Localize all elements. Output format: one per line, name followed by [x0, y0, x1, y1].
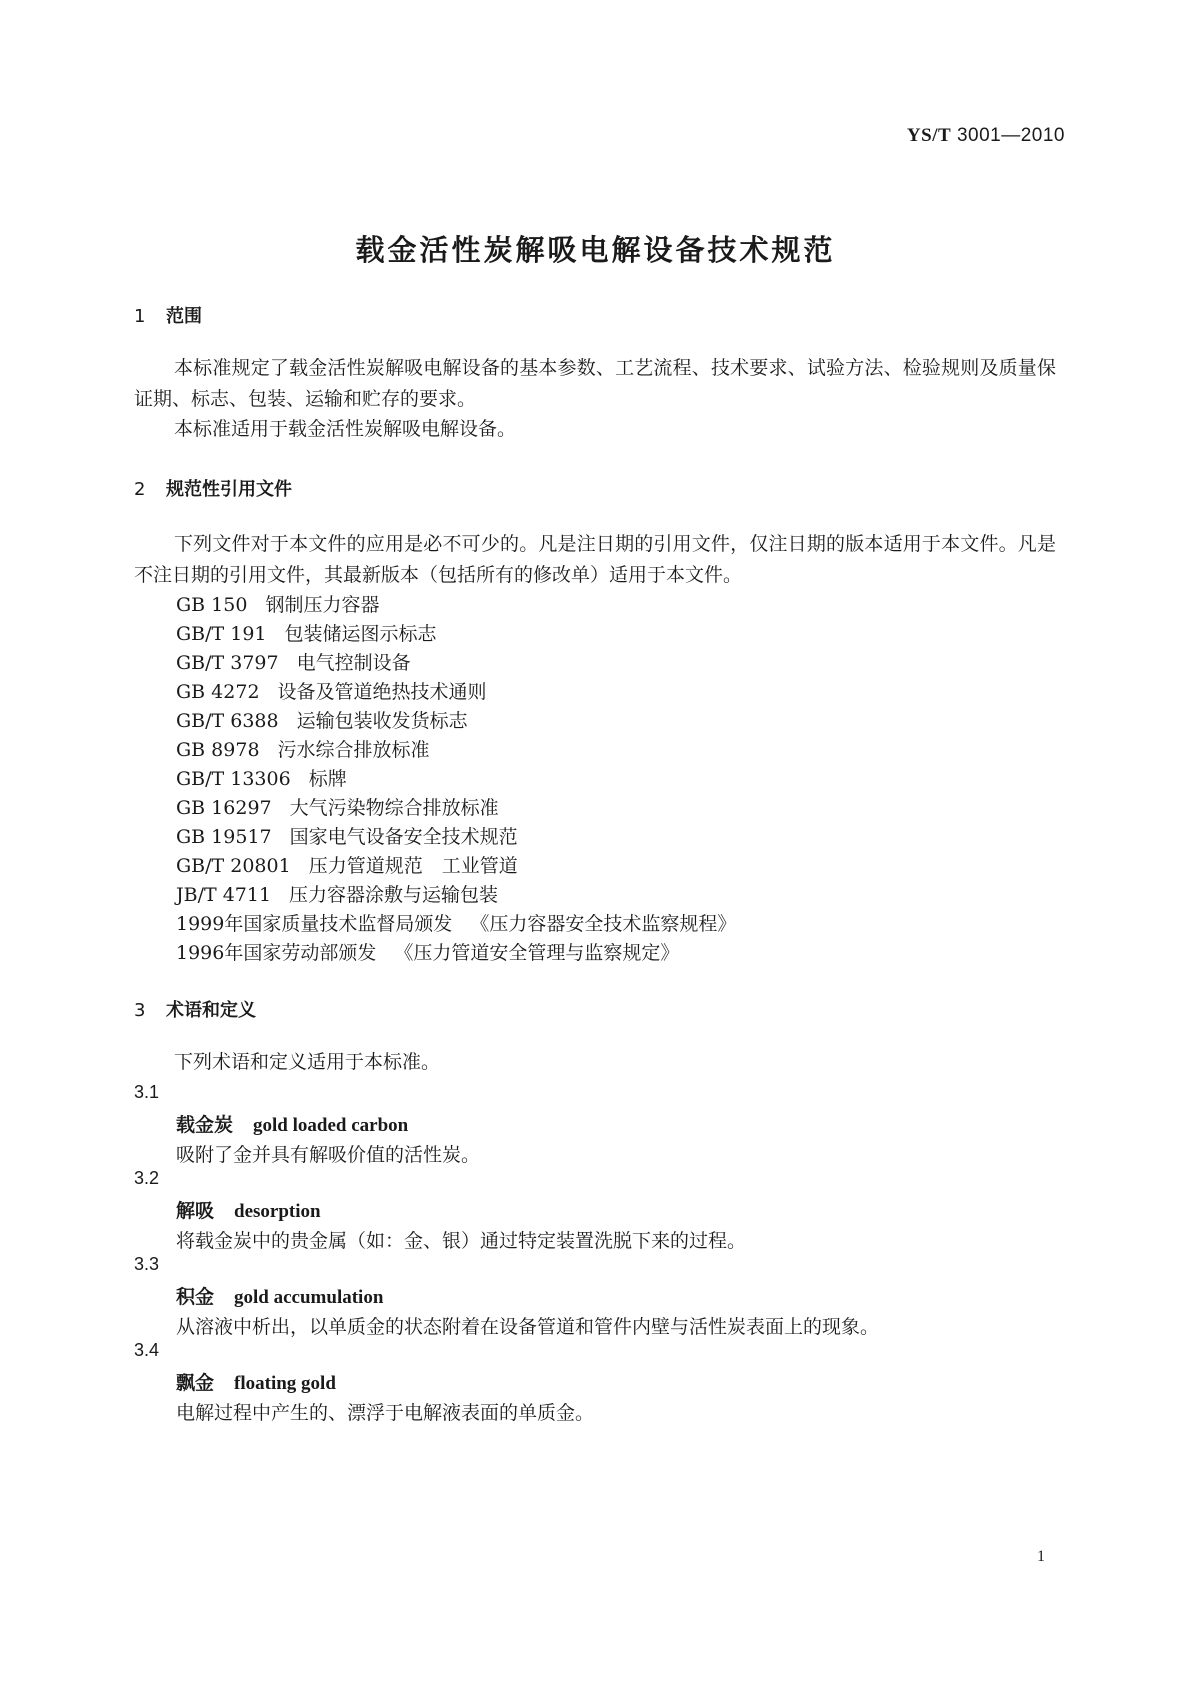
reference-item: [176, 764, 347, 791]
reference-code: GB/T 191: [176, 623, 267, 645]
reference-code: 1999年国家质量技术监督局颁发: [176, 913, 453, 935]
section-3-heading: [134, 996, 256, 1022]
reference-title: 《压力管道安全管理与监察规定》: [394, 942, 680, 964]
reference-item: [176, 938, 679, 965]
term-definition: 电解过程中产生的、漂浮于电解液表面的单质金。: [176, 1402, 595, 1424]
section-number: 1: [134, 306, 146, 327]
reference-title: 大气污染物综合排放标准: [289, 797, 499, 819]
reference-code: GB/T 13306: [176, 768, 291, 790]
page-number: 1: [1037, 1548, 1045, 1565]
reference-item: [176, 735, 430, 762]
reference-title: 包装储运图示标志: [284, 623, 437, 645]
reference-item: [176, 909, 736, 936]
term-definition: 吸附了金并具有解吸价值的活性炭。: [176, 1144, 481, 1166]
reference-title: 压力管道规范 工业管道: [308, 855, 518, 877]
term-heading: [176, 1282, 383, 1309]
standard-number: [907, 125, 1065, 147]
term-heading: [176, 1368, 336, 1395]
references-intro: 下列文件对于本文件的应用是必不可少的。凡是注日期的引用文件，仅注日期的版本适用于本文件。凡是不注日期的引用文件，其最新版本（包括所有的修改单）适用于本文件。: [134, 533, 1056, 586]
term-chinese: 积金: [176, 1286, 215, 1308]
reference-code: GB/T 3797: [176, 652, 279, 674]
term-heading: [176, 1196, 321, 1223]
reference-title: 压力容器涂敷与运输包装: [289, 884, 499, 906]
reference-title: 国家电气设备安全技术规范: [289, 826, 518, 848]
reference-item: [176, 590, 379, 617]
reference-title: 《压力容器安全技术监察规程》: [470, 913, 737, 935]
section-title: 术语和定义: [166, 1000, 256, 1021]
term-heading: [176, 1110, 408, 1137]
reference-title: 运输包装收发货标志: [296, 710, 468, 732]
reference-title: 钢制压力容器: [265, 594, 380, 616]
reference-code: 1996年国家劳动部颁发: [176, 942, 377, 964]
reference-title: 电气控制设备: [296, 652, 411, 674]
reference-item: [176, 793, 499, 820]
reference-title: 污水综合排放标准: [277, 739, 430, 761]
reference-code: GB/T 6388: [176, 710, 279, 732]
reference-item: [176, 648, 411, 675]
reference-code: GB 19517: [176, 826, 272, 848]
scope-applicability: 本标准适用于载金活性炭解吸电解设备。: [174, 418, 517, 440]
scope-paragraph: 本标准规定了载金活性炭解吸电解设备的基本参数、工艺流程、技术要求、试验方法、检验规则及质量保证期、标志、包装、运输和贮存的要求。: [134, 357, 1056, 410]
term-chinese: 载金炭: [176, 1114, 234, 1136]
reference-code: GB 16297: [176, 797, 272, 819]
standard-prefix: YS/T: [906, 125, 952, 146]
term-chinese: 解吸: [176, 1200, 215, 1222]
reference-title: 标牌: [308, 768, 347, 790]
standard-code: 3001—2010: [956, 125, 1065, 146]
term-number: 3.2: [134, 1168, 160, 1188]
reference-title: 设备及管道绝热技术通则: [277, 681, 487, 703]
term-number: 3.1: [134, 1082, 160, 1102]
term-definition: 从溶液中析出，以单质金的状态附着在设备管道和管件内壁与活性炭表面上的现象。: [176, 1316, 880, 1338]
section-title: 范围: [166, 306, 202, 327]
term-definition: 将载金炭中的贵金属（如：金、银）通过特定装置洗脱下来的过程。: [176, 1230, 747, 1252]
term-english: floating gold: [234, 1373, 336, 1394]
reference-item: [176, 619, 437, 646]
reference-item: [176, 880, 498, 907]
term-english: desorption: [234, 1201, 321, 1222]
term-english: gold accumulation: [234, 1287, 384, 1308]
terms-intro: 下列术语和定义适用于本标准。: [174, 1051, 441, 1073]
reference-item: [176, 677, 487, 704]
term-english: gold loaded carbon: [253, 1115, 409, 1136]
term-number: 3.4: [134, 1340, 160, 1360]
reference-code: GB/T 20801: [176, 855, 291, 877]
reference-item: [176, 706, 468, 733]
reference-code: GB 150: [176, 594, 248, 616]
section-number: 3: [134, 1000, 146, 1021]
section-number: 2: [134, 479, 146, 500]
document-title: 载金活性炭解吸电解设备技术规范: [355, 233, 836, 267]
reference-item: [176, 851, 518, 878]
term-number: 3.3: [134, 1254, 160, 1274]
reference-code: JB/T 4711: [176, 884, 272, 906]
section-1-heading: [134, 302, 202, 328]
reference-item: [176, 822, 518, 849]
section-title: 规范性引用文件: [166, 479, 292, 500]
reference-code: GB 8978: [176, 739, 260, 761]
reference-code: GB 4272: [176, 681, 260, 703]
term-chinese: 飘金: [176, 1372, 215, 1394]
section-2-heading: [134, 475, 292, 501]
